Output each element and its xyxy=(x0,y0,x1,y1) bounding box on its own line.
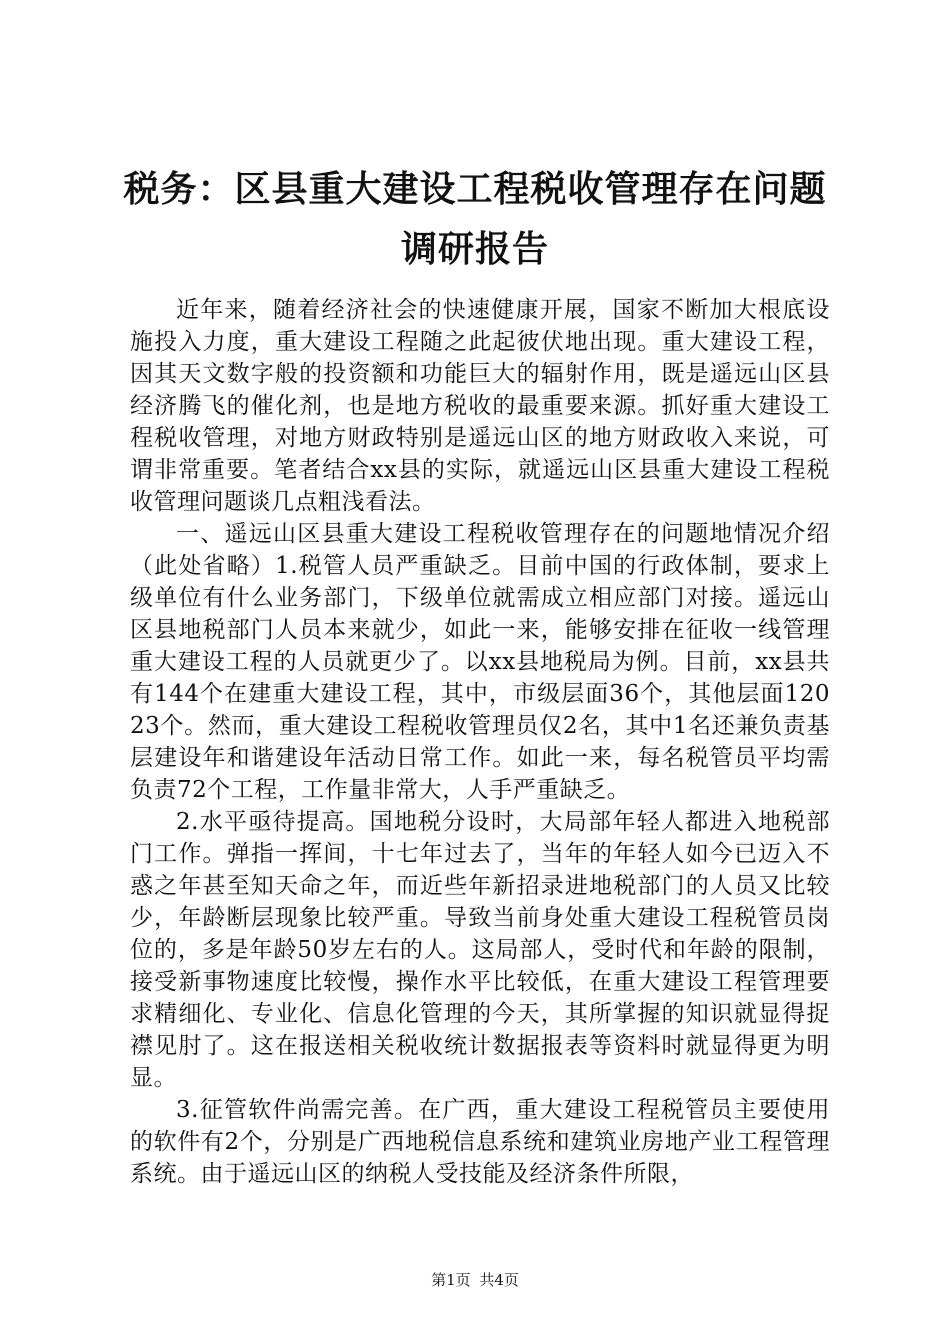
page-number: 第1页 xyxy=(431,1271,471,1289)
paragraph-item-two: 2.水平亟待提高。国地税分设时，大局部年轻人都进入地税部门工作。弹指一挥间，十七年过去了，当年的年轻人如今已迈入不惑之年甚至知天命之年，而近些年新招录进地税部门的人员又比较少，年龄断层现象比较严重。导致当前身处重大建设工程税管员岗位的，多是年龄50岁左右的人。这局部人，受时代和年龄的限制，接受新事物速度比较慢，操作水平比较低，在重大建设工程管理要求精细化、专业化、信息化管理的今天，其所掌握的知识就显得捉襟见肘了。这在报送相关税收统计数据报表等资料时就显得更为明显。 xyxy=(130,809,830,1091)
page-footer xyxy=(0,1270,950,1290)
page-total: 共4页 xyxy=(479,1271,519,1289)
document-body xyxy=(130,294,830,1190)
paragraph-intro: 近年来，随着经济社会的快速健康开展，国家不断加大根底设施投入力度，重大建设工程随之此起彼伏地出现。重大建设工程，因其天文数字般的投资额和功能巨大的辐射作用，既是遥远山区县经济腾飞的催化剂，也是地方税收的最重要来源。抓好重大建设工程税收管理，对地方财政特别是遥远山区的地方财政收入来说，可谓非常重要。笔者结合xx县的实际，就遥远山区县重大建设工程税收管理问题谈几点粗浅看法。 xyxy=(130,297,830,515)
paragraph-section-one: 一、遥远山区县重大建设工程税收管理存在的问题地情况介绍（此处省略）1.税管人员严重缺乏。目前中国的行政体制，要求上级单位有什么业务部门，下级单位就需成立相应部门对接。遥远山区县地税部门人员本来就少，如此一来，能够安排在征收一线管理重大建设工程的人员就更少了。以xx县地税局为例。目前，xx县共有144个在建重大建设工程，其中，市级层面36个，其他层面12023个。然而，重大建设工程税收管理员仅2名，其中1名还兼负责基层建设年和谐建设年活动日常工作。如此一来，每名税管员平均需负责72个工程，工作量非常大，人手严重缺乏。 xyxy=(130,521,830,803)
document-title: 税务：区县重大建设工程税收管理存在问题调研报告 xyxy=(123,169,827,270)
paragraph-item-three: 3.征管软件尚需完善。在广西，重大建设工程税管员主要使用的软件有2个，分别是广西地税信息系统和建筑业房地产业工程管理系统。由于遥远山区的纳税人受技能及经济条件所限， xyxy=(130,1097,830,1187)
